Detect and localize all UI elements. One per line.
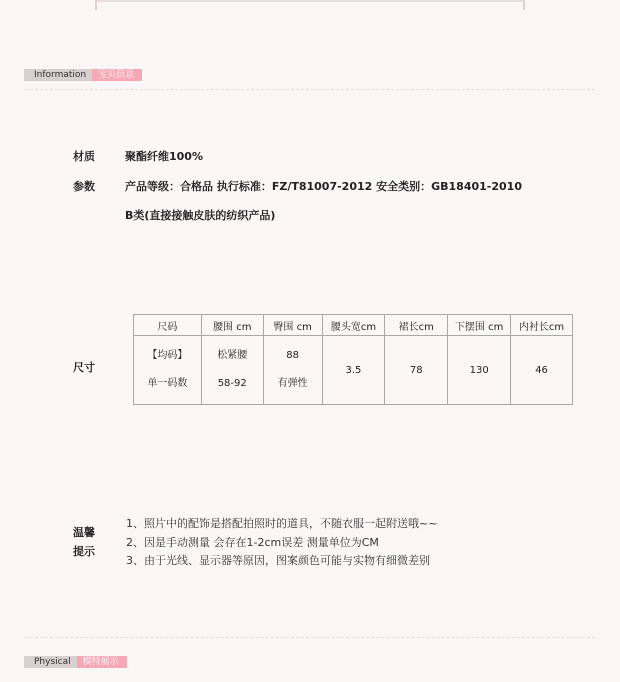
size-table-header [134, 315, 573, 336]
column-header: 下摆围 cm [448, 315, 511, 336]
top-divider [95, 0, 525, 2]
column-header: 腰头宽cm [322, 315, 385, 336]
length-cell: 78 [385, 336, 448, 405]
size-table [133, 314, 573, 405]
hip-cell: 88 有弹性 [263, 336, 322, 405]
column-header: 臀围 cm [263, 315, 322, 336]
waist-cell: 松紧腰 58-92 [201, 336, 263, 405]
section-header-en: Physical [24, 656, 77, 668]
size-cell: 【均码】 单一码数 [134, 336, 202, 405]
section-header-information [24, 69, 142, 81]
section-header-physical [24, 656, 127, 668]
top-divider-tick [95, 0, 97, 10]
column-header: 内衬长cm [511, 315, 573, 336]
column-header: 裙长cm [385, 315, 448, 336]
lining-cell: 46 [511, 336, 573, 405]
params-label: 参数 [73, 180, 95, 193]
waistband-cell: 3.5 [322, 336, 385, 405]
dashed-divider [25, 637, 595, 638]
section-header-cn: 模特展示 [77, 656, 127, 668]
dashed-divider [25, 89, 595, 90]
params-line-2: B类(直接接触皮肤的纺织产品) [125, 209, 276, 222]
material-value: 聚酯纤维100% [125, 150, 203, 163]
material-label: 材质 [73, 150, 95, 163]
tips-label-line-1: 温馨 [73, 526, 95, 539]
tip-item: 3、由于光线、显示器等原因，图案颜色可能与实物有细微差别 [126, 554, 430, 567]
size-label: 尺寸 [73, 361, 95, 374]
hem-cell: 130 [448, 336, 511, 405]
params-line-1: 产品等级：合格品 执行标准：FZ/T81007-2012 安全类别：GB18401-2010 [125, 180, 522, 193]
tip-item: 1、照片中的配饰是搭配拍照时的道具，不随衣服一起附送哦~~ [126, 517, 438, 530]
section-header-en: Information [24, 69, 92, 81]
table-row [134, 336, 573, 405]
tip-item: 2、因是手动测量 会存在1-2cm误差 测量单位为CM [126, 536, 379, 549]
section-header-cn: 宝贝信息 [92, 69, 142, 81]
column-header: 尺码 [134, 315, 202, 336]
column-header: 腰围 cm [201, 315, 263, 336]
tips-label-line-2: 提示 [73, 545, 95, 558]
top-divider-tick [523, 0, 525, 10]
